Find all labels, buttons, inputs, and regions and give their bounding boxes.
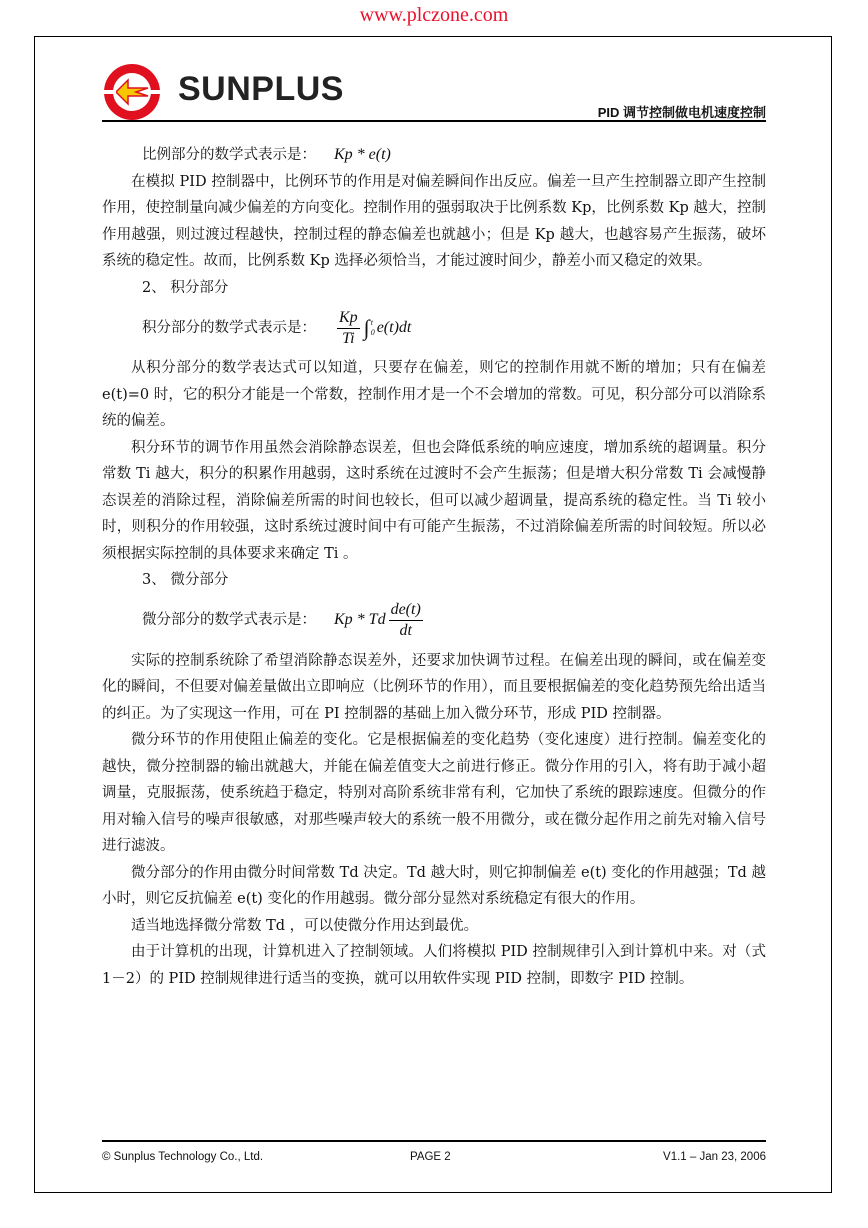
fraction-denominator: dt: [399, 622, 412, 639]
formula-prefix: Kp * Td: [334, 611, 386, 629]
formula-expression: [334, 600, 426, 641]
fraction-numerator: Kp: [337, 308, 360, 329]
formula-integral: [102, 301, 766, 355]
footer-copyright: © Sunplus Technology Co., Ltd.: [102, 1151, 264, 1163]
formula-expression: [334, 308, 411, 349]
section-heading: 3、 微分部分: [142, 572, 229, 588]
paragraph: 由于计算机的出现，计算机进入了控制领域。人们将模拟 PID 控制规律引入到计算机中来。对（式 1－2）的 PID 控制规律进行适当的变换，就可以用软件实现 PID 控制，即数字 PID 控制。: [102, 944, 766, 987]
fraction: [337, 308, 360, 349]
fraction: [389, 600, 423, 641]
integral-upper-limit: t: [370, 318, 373, 327]
document-body: [102, 142, 766, 992]
paragraph: 从积分部分的数学表达式可以知道，只要存在偏差，则它的控制作用就不断的增加；只有在偏差 e(t)=0 时，它的积分才能是一个常数，控制作用才是一个不会增加的常数。可见，积分部分可以消除系统的偏差。: [102, 360, 766, 429]
footer-divider: [102, 1140, 766, 1142]
sunplus-logo-icon: [102, 62, 162, 122]
paragraph: 实际的控制系统除了希望消除静态误差外，还要求加快调节过程。在偏差出现的瞬间，或在偏差变化的瞬间，不但要对偏差量做出立即响应（比例环节的作用），而且要根据偏差的变化趋势预先给出适当的纠正。为了实现这一作用，可在 PI 控制器的基础上加入微分环节，形成 PID 控制器。: [102, 652, 766, 722]
header-title: PID 调节控制做电机速度控制: [597, 105, 766, 120]
integral-sign-icon: ∫: [363, 314, 370, 340]
paragraph: 在模拟 PID 控制器中，比例环节的作用是对偏差瞬间作出反应。偏差一旦产生控制器立即产生控制作用，使控制量向减少偏差的方向变化。控制作用的强弱取决于比例系数 Kp，比例系数 Kp 越大，控制作用越强，则过渡过程越快，控制过程的静态偏差也就越小；但是 Kp 越大，也越容易产生振荡，破坏系统的稳定性。故而，比例系数 Kp 选择必须恰当，才能过渡时间少，静差小而又稳定的效果。: [102, 173, 766, 269]
fraction-numerator: de(t): [389, 600, 423, 621]
integral-lower-limit: 0: [370, 328, 375, 337]
site-url[interactable]: www.plczone.com: [359, 4, 509, 26]
brand-name: SUNPLUS: [178, 70, 344, 108]
header-divider: [102, 120, 766, 122]
footer-page-number: PAGE 2: [410, 1151, 451, 1163]
formula-expression: Kp * e(t): [334, 146, 391, 163]
formula-label: 微分部分的数学式表示是：: [142, 612, 316, 629]
section-heading: 2、 积分部分: [142, 279, 229, 296]
footer-version: V1.1 – Jan 23, 2006: [663, 1151, 766, 1163]
paragraph: 适当地选择微分常数 Td ，可以使微分作用达到最优。: [131, 917, 479, 934]
formula-label: 比例部分的数学式表示是：: [142, 147, 316, 163]
formula-label: 积分部分的数学式表示是：: [142, 319, 316, 336]
integral-limits: [371, 318, 375, 338]
paragraph: 微分部分的作用由微分时间常数 Td 决定。Td 越大时，则它抑制偏差 e(t) 变化的作用越强；Td 越小时，则它反抗偏差 e(t) 变化的作用越弱。微分部分显然对系统稳定有很大的作用。: [102, 864, 766, 907]
paragraph: 积分环节的调节作用虽然会消除静态误差，但也会降低系统的响应速度，增加系统的超调量。积分常数 Ti 越大，积分的积累作用越弱，这时系统在过渡时不会产生振荡；但是增大积分常数 Ti 会减慢静态误差的消除过程，消除偏差所需的时间也较长，但可以减少超调量，提高系统的稳定性。当 Ti 较小时，则积分的作用较强，这时系统过渡时间中有可能产生振荡，不过消除偏差所需的时间较短。所以必须根据实际控制的具体要求来确定 Ti 。: [102, 439, 766, 562]
formula-derivative: [102, 594, 766, 648]
formula-proportional: [102, 142, 766, 169]
fraction-denominator: Ti: [342, 329, 355, 347]
paragraph: 微分环节的作用使阻止偏差的变化。它是根据偏差的变化趋势（变化速度）进行控制。偏差变化的越快，微分控制器的输出就越大，并能在偏差值变大之前进行修正。微分作用的引入，将有助于减小超调量，克服振荡，使系统趋于稳定，特别对高阶系统非常有利，它加快了系统的跟踪速度。但微分的作用对输入信号的噪声很敏感，对那些噪声较大的系统一般不用微分，或在微分起作用之前先对输入信号进行滤波。: [102, 732, 766, 854]
integrand: e(t)dt: [376, 318, 412, 336]
